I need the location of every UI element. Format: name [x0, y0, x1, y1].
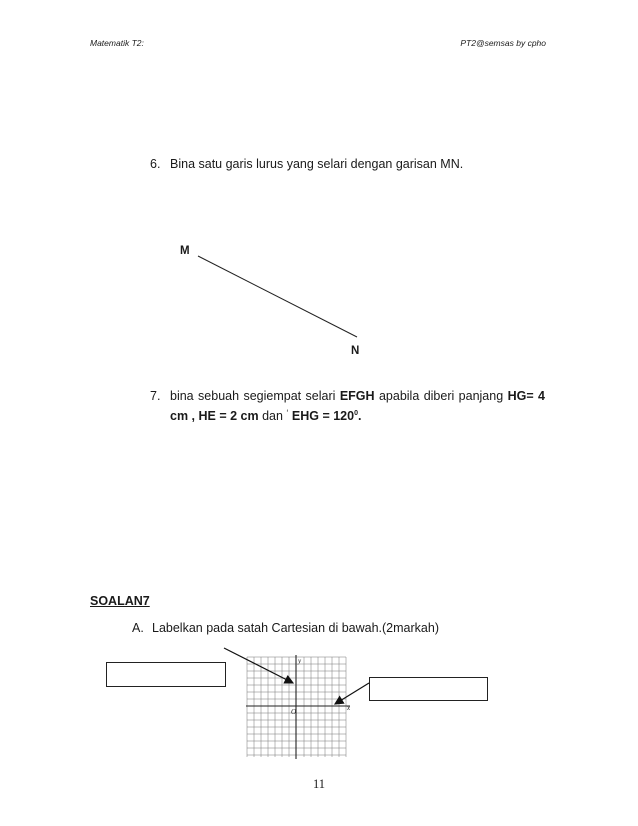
header-left: Matematik T2:: [90, 38, 144, 48]
arrow-to-x-axis: [335, 683, 369, 704]
question-7-number: 7.: [150, 389, 161, 403]
q7-text-2: apabila diberi panjang: [374, 389, 508, 403]
part-a-text: Labelkan pada satah Cartesian di bawah.(2markah): [152, 621, 439, 635]
q7-bold-he: cm , HE = 2 cm: [170, 409, 259, 424]
arrow-to-y-axis: [224, 648, 293, 683]
y-axis-label: y: [298, 657, 302, 665]
q7-end: .: [357, 409, 362, 424]
page-number: 11: [312, 777, 326, 791]
question-6-number: 6.: [150, 157, 161, 171]
angle-symbol: ‘: [286, 408, 289, 419]
part-a-label: A.: [132, 621, 144, 635]
q7-bold-angle: EHG = 120: [288, 409, 355, 424]
point-m-label: M: [180, 245, 190, 257]
q7-degree: 0: [354, 410, 358, 417]
section-heading: SOALAN7: [90, 594, 150, 608]
header-right: PT2@semsas by cpho: [460, 38, 546, 48]
question-6-text: Bina satu garis lurus yang selari dengan garisan MN.: [170, 157, 464, 171]
q7-text-1: bina sebuah segiempat selari: [170, 389, 340, 403]
origin-label: O: [291, 708, 297, 716]
point-n-label: N: [351, 345, 360, 357]
q7-text-3: dan: [258, 409, 287, 424]
q7-bold-efgh: EFGH: [339, 389, 375, 403]
q7-bold-hg: HG= 4: [507, 389, 545, 403]
x-axis-label: x: [347, 704, 351, 712]
